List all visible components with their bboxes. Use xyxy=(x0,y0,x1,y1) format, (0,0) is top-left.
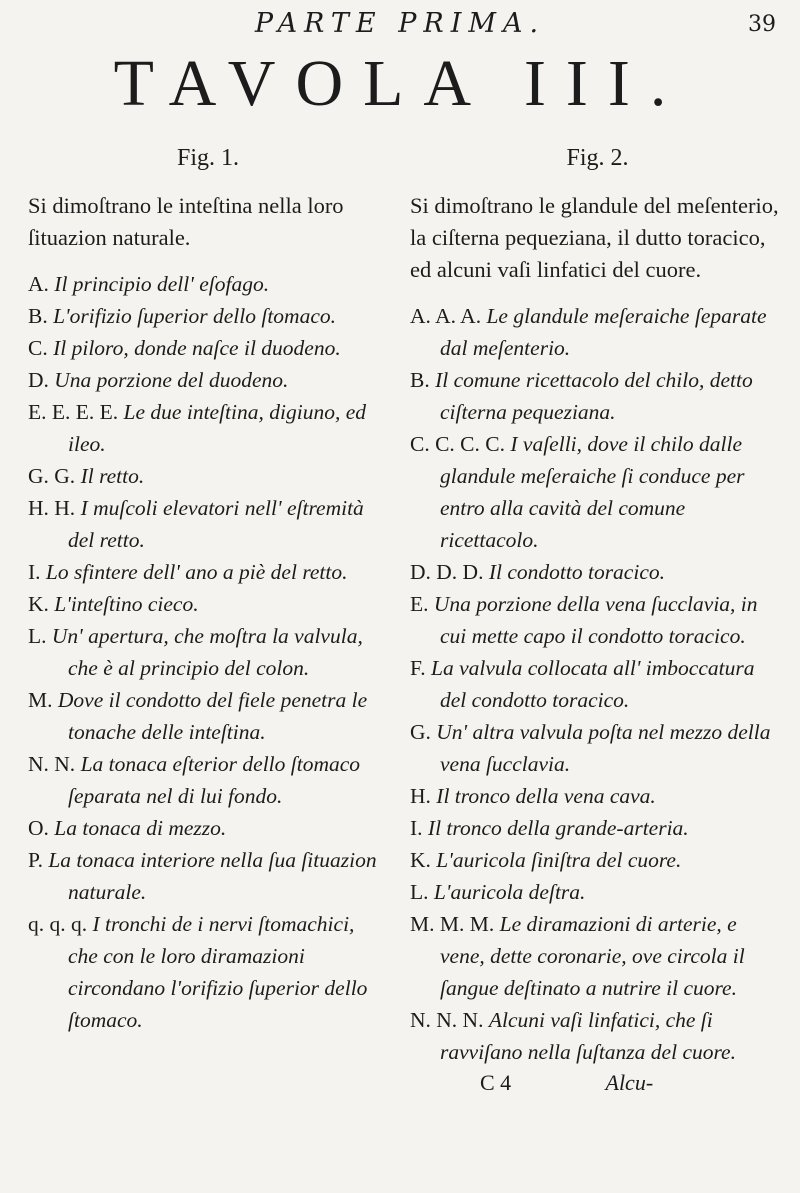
legend-entry xyxy=(410,556,785,588)
entry-text: L'inteſtino cieco. xyxy=(54,592,199,616)
entry-label: B. xyxy=(28,304,48,328)
entry-label: E. xyxy=(410,592,429,616)
right-column xyxy=(410,145,785,1096)
legend-entry xyxy=(410,652,785,716)
legend-list xyxy=(28,268,388,1036)
entry-text: Alcuni vaſi linfatici, che ſi ravviſano nella ſuſtanza del cuore. xyxy=(440,1008,736,1064)
running-head: PARTE PRIMA. xyxy=(254,8,546,39)
entry-text: Il principio dell' eſofago. xyxy=(54,272,270,296)
legend-entry xyxy=(28,396,388,460)
entry-text: I vaſelli, dove il chilo dalle glandule meſeraiche ſi conduce per entro alla cavità del comune ricettacolo. xyxy=(440,432,745,552)
entry-label: H. xyxy=(410,784,431,808)
legend-entry xyxy=(28,492,388,556)
figure-intro: Si dimoſtrano le inteſtina nella loro ſituazion naturale. xyxy=(28,193,344,250)
entry-text: Il retto. xyxy=(80,464,145,488)
legend-entry xyxy=(410,428,785,556)
entry-label: L. xyxy=(28,624,47,648)
legend-entry xyxy=(410,844,785,876)
entry-text: Il tronco della vena cava. xyxy=(436,784,656,808)
entry-label: K. xyxy=(28,592,49,616)
entry-label: F. xyxy=(410,656,426,680)
entry-label: D. D. D. xyxy=(410,560,484,584)
entry-label: G. xyxy=(410,720,431,744)
catchword: Alcu- xyxy=(605,1070,654,1095)
legend-entry xyxy=(28,748,388,812)
legend-entry xyxy=(28,844,388,908)
legend-entry xyxy=(28,556,388,588)
entry-text: Una porzione del duodeno. xyxy=(54,368,289,392)
signature-mark: C 4 xyxy=(480,1070,512,1095)
legend-entry xyxy=(410,812,785,844)
entry-text: La tonaca interiore nella ſua ſituazion naturale. xyxy=(48,848,377,904)
entry-text: Il comune ricettacolo del chilo, detto ciſterna pequeziana. xyxy=(435,368,753,424)
entry-text: Il tronco della grande-arteria. xyxy=(427,816,689,840)
legend-entry xyxy=(28,588,388,620)
entry-text: Un' apertura, che moſtra la valvula, che è al principio del colon. xyxy=(51,624,363,680)
entry-label: A. A. A. xyxy=(410,304,482,328)
legend-entry xyxy=(28,332,388,364)
entry-text: L'auricola ſiniſtra del cuore. xyxy=(436,848,682,872)
entry-text: La tonaca eſterior dello ſtomaco ſeparata nel di lui fondo. xyxy=(68,752,361,808)
left-column xyxy=(28,145,388,1036)
entry-label: A. xyxy=(28,272,49,296)
entry-label: C. xyxy=(28,336,48,360)
legend-entry xyxy=(28,620,388,684)
legend-entry xyxy=(28,300,388,332)
entry-text: I tronchi de i nervi ſtomachici, che con le loro diramazioni circondano l'orifizio ſuperior dello ſtomaco. xyxy=(68,912,368,1032)
legend-entry xyxy=(28,908,388,1036)
entry-text: Il condotto toracico. xyxy=(488,560,665,584)
entry-label: E. E. E. E. xyxy=(28,400,119,424)
entry-label: K. xyxy=(410,848,431,872)
entry-text: L'orifizio ſuperior dello ſtomaco. xyxy=(53,304,337,328)
entry-label: I. xyxy=(410,816,423,840)
entry-text: La valvula collocata all' imboccatura del condotto toracico. xyxy=(431,656,755,712)
legend-entry xyxy=(410,588,785,652)
entry-label: D. xyxy=(28,368,49,392)
entry-text: Le due inteſtina, digiuno, ed ileo. xyxy=(68,400,366,456)
entry-text: L'auricola deſtra. xyxy=(433,880,586,904)
entry-text: Una porzione della vena ſucclavia, in cui mette capo il condotto toracico. xyxy=(433,592,758,648)
entry-text: Il piloro, donde naſce il duodeno. xyxy=(53,336,341,360)
legend-entry xyxy=(410,876,785,908)
legend-entry xyxy=(28,460,388,492)
legend-entry xyxy=(410,716,785,780)
entry-label: q. q. q. xyxy=(28,912,88,936)
entry-label: B. xyxy=(410,368,430,392)
figure-heading: Fig. 1. xyxy=(176,145,239,171)
legend-entry xyxy=(410,300,785,364)
entry-label: H. H. xyxy=(28,496,76,520)
entry-label: N. N. xyxy=(28,752,76,776)
page-number: 39 xyxy=(748,12,776,37)
entry-text: Dove il condotto del fiele penetra le tonache delle inteſtina. xyxy=(57,688,368,744)
entry-label: G. G. xyxy=(28,464,76,488)
entry-label: P. xyxy=(28,848,43,872)
entry-label: M. M. M. xyxy=(410,912,495,936)
legend-entry xyxy=(410,780,785,812)
entry-label: L. xyxy=(410,880,429,904)
legend-list xyxy=(410,300,785,1068)
entry-text: Un' altra valvula poſta nel mezzo della vena ſucclavia. xyxy=(436,720,771,776)
legend-entry xyxy=(410,1004,785,1068)
figure-heading: Fig. 2. xyxy=(566,145,629,171)
legend-entry xyxy=(28,812,388,844)
entry-text: Le diramazioni di arterie, e vene, dette coronarie, ove circola il ſangue deſtinato a nutrire il cuore. xyxy=(440,912,745,1000)
legend-entry xyxy=(410,364,785,428)
entry-label: C. C. C. C. xyxy=(410,432,505,456)
plate-title: TAVOLA III. xyxy=(113,47,687,120)
page-footer xyxy=(410,1070,785,1096)
entry-label: I. xyxy=(28,560,41,584)
entry-text: I muſcoli elevatori nell' eſtremità del retto. xyxy=(68,496,364,552)
entry-text: La tonaca di mezzo. xyxy=(54,816,227,840)
legend-entry xyxy=(28,364,388,396)
entry-text: Lo sfintere dell' ano a piè del retto. xyxy=(45,560,348,584)
legend-entry xyxy=(28,268,388,300)
entry-text: Le glandule meſeraiche ſeparate dal meſenterio. xyxy=(440,304,767,360)
legend-entry xyxy=(28,684,388,748)
figure-intro: Si dimoſtrano le glandule del meſenterio, la ciſterna pequeziana, il dutto toracico, ed alcuni vaſi linfatici del cuore. xyxy=(410,193,779,282)
legend-entry xyxy=(410,908,785,1004)
entry-label: N. N. N. xyxy=(410,1008,484,1032)
entry-label: O. xyxy=(28,816,49,840)
entry-label: M. xyxy=(28,688,53,712)
